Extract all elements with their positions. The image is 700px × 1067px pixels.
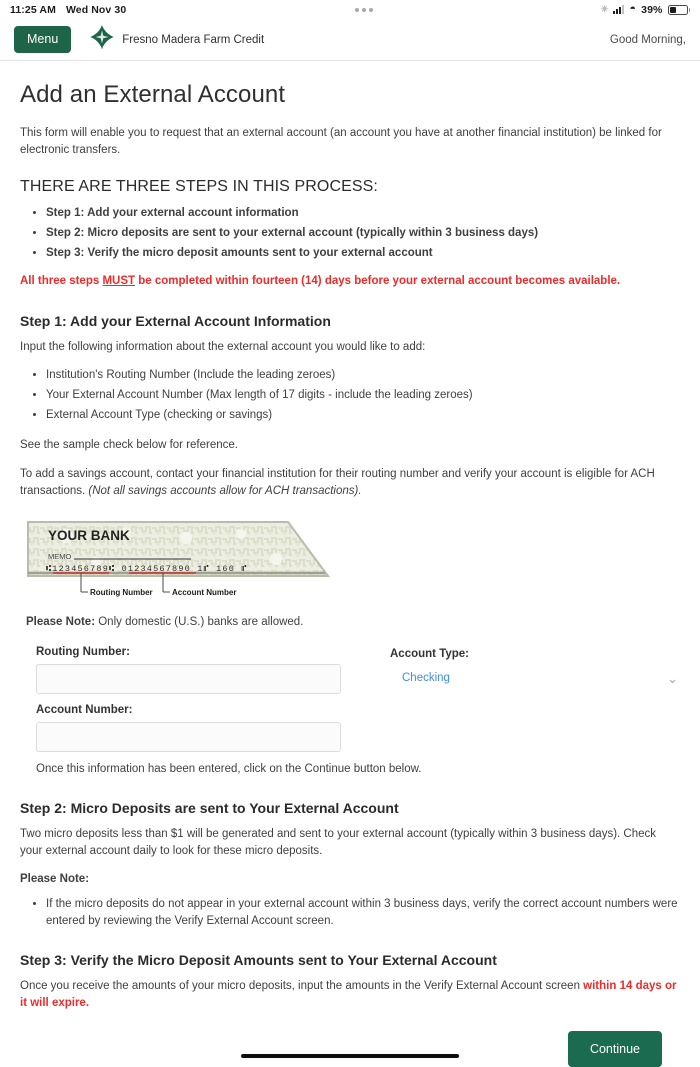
- sample-check-reference-text: See the sample check below for reference.: [20, 438, 238, 451]
- note-text: Only domestic (U.S.) banks are allowed.: [95, 616, 304, 629]
- account-number-input[interactable]: [36, 722, 341, 752]
- dot-icon: [369, 8, 373, 12]
- battery-percent-label: 39%: [641, 3, 663, 16]
- status-bar: [0, 0, 700, 19]
- account-number-field-group: [36, 704, 366, 752]
- step1-intro: Input the following information about the external account you would like to add:: [20, 340, 426, 353]
- account-type-label: Account Type:: [390, 647, 470, 660]
- status-bar-center-dots: [126, 8, 601, 12]
- menu-button[interactable]: Menu: [14, 26, 71, 53]
- domestic-banks-note: [26, 614, 680, 631]
- wifi-icon: ◓: [629, 3, 637, 15]
- greeting-label: Good Morning,: [609, 33, 686, 46]
- svg-text:⑆123456789⑆ 01234567890 1⑈ 16: ⑆123456789⑆ 01234567890 1⑈ 160 ⑈: [46, 564, 248, 575]
- form-row-account: [20, 704, 680, 752]
- dot-icon: [362, 8, 366, 12]
- savings-account-text: [20, 466, 680, 501]
- status-date: Wed Nov 30: [65, 3, 127, 16]
- process-heading: THERE ARE THREE STEPS IN THIS PROCESS:: [20, 177, 378, 195]
- svg-text:Account Number: Account Number: [172, 588, 237, 598]
- status-bar-left: [10, 4, 126, 16]
- step2-body: Two micro deposits less than $1 will be generated and sent to your external account (typically within 3 business days). Check your external account daily to look for these micro deposits.: [20, 827, 657, 857]
- dot-icon: [355, 8, 359, 12]
- step2-bullets: [46, 896, 680, 931]
- step3-body-warning: within 14 days or it will expire.: [20, 980, 677, 1010]
- step3-body-pre: Once you receive the amounts of your micro deposits, input the amounts in the Verify External Account screen: [20, 980, 584, 992]
- page-title: Add an External Account: [20, 81, 286, 108]
- svg-text:MEMO: MEMO: [48, 552, 72, 562]
- list-item: • Institution's Routing Number (Include the leading zeroes): [46, 367, 680, 384]
- status-time: 11:25 AM: [10, 3, 56, 16]
- page-lead-text: This form will enable you to request that an external account (an account you have at another financial institution) be linked for electronic transfers.: [20, 127, 662, 157]
- sample-check-image: [26, 514, 336, 606]
- svg-text:Routing Number: Routing Number: [90, 588, 153, 598]
- step2-heading: Step 2: Micro Deposits are sent to Your External Account: [20, 799, 399, 816]
- savings-text-main: To add a savings account, contact your financial institution for their routing number and verify your account is eligible for ACH transactions.: [20, 467, 655, 497]
- home-indicator[interactable]: [241, 1054, 459, 1058]
- warning-must: MUST: [102, 275, 136, 288]
- account-number-label: Account Number:: [36, 703, 133, 716]
- battery-icon: [668, 5, 691, 15]
- warning-pre: All three steps: [20, 275, 103, 288]
- app-header: [0, 19, 700, 61]
- deadline-warning: [20, 273, 680, 290]
- continue-instruction-text: Once this information has been entered, click on the Continue button below.: [36, 762, 422, 775]
- svg-text:YOUR BANK: YOUR BANK: [48, 528, 130, 544]
- form-row-routing: [20, 646, 680, 694]
- warning-post: be completed within fourteen (14) days before your external account becomes available.: [135, 275, 621, 288]
- farm-credit-logo-icon: [89, 24, 115, 55]
- list-item: • External Account Type (checking or savings): [46, 407, 680, 424]
- account-type-select[interactable]: [390, 666, 680, 691]
- location-icon: ✳: [600, 4, 609, 14]
- brand-logo-group[interactable]: [89, 24, 264, 55]
- list-item: • If the micro deposits do not appear in your external account within 3 business days, verify the correct account numbers were entered by reviewing the Verify External Account screen.: [46, 896, 680, 931]
- list-item: • Your External Account Number (Max length of 17 digits - include the leading zeroes): [46, 387, 680, 404]
- status-bar-right: [601, 4, 690, 16]
- step1-bullets: [46, 367, 680, 425]
- step3-body: [20, 978, 680, 1013]
- list-item: • Step 2: Micro deposits are sent to your external account (typically within 3 business days): [46, 225, 680, 242]
- step2-note-label: Please Note:: [20, 873, 90, 886]
- footer-actions: [20, 1013, 680, 1067]
- brand-name-label: Fresno Madera Farm Credit: [122, 33, 265, 46]
- routing-field-group: [36, 646, 366, 694]
- routing-number-input[interactable]: [36, 664, 341, 694]
- cellular-signal-icon: [613, 5, 624, 14]
- chevron-down-icon: ⌄: [667, 670, 678, 686]
- list-item: • Step 1: Add your external account information: [46, 205, 680, 222]
- page-content: [0, 61, 700, 1067]
- list-item: • Step 3: Verify the micro deposit amounts sent to your external account: [46, 245, 680, 262]
- step3-heading: Step 3: Verify the Micro Deposit Amounts sent to Your External Account: [20, 952, 497, 968]
- account-type-value: Checking: [402, 672, 450, 684]
- account-type-group: [366, 646, 680, 694]
- note-label: Please Note:: [26, 616, 96, 629]
- continue-button[interactable]: Continue: [568, 1031, 662, 1067]
- step1-heading: Step 1: Add your External Account Information: [20, 312, 331, 329]
- savings-text-italic: (Not all savings accounts allow for ACH transactions).: [88, 485, 362, 497]
- routing-number-label: Routing Number:: [36, 645, 130, 658]
- process-steps-list: [46, 205, 680, 263]
